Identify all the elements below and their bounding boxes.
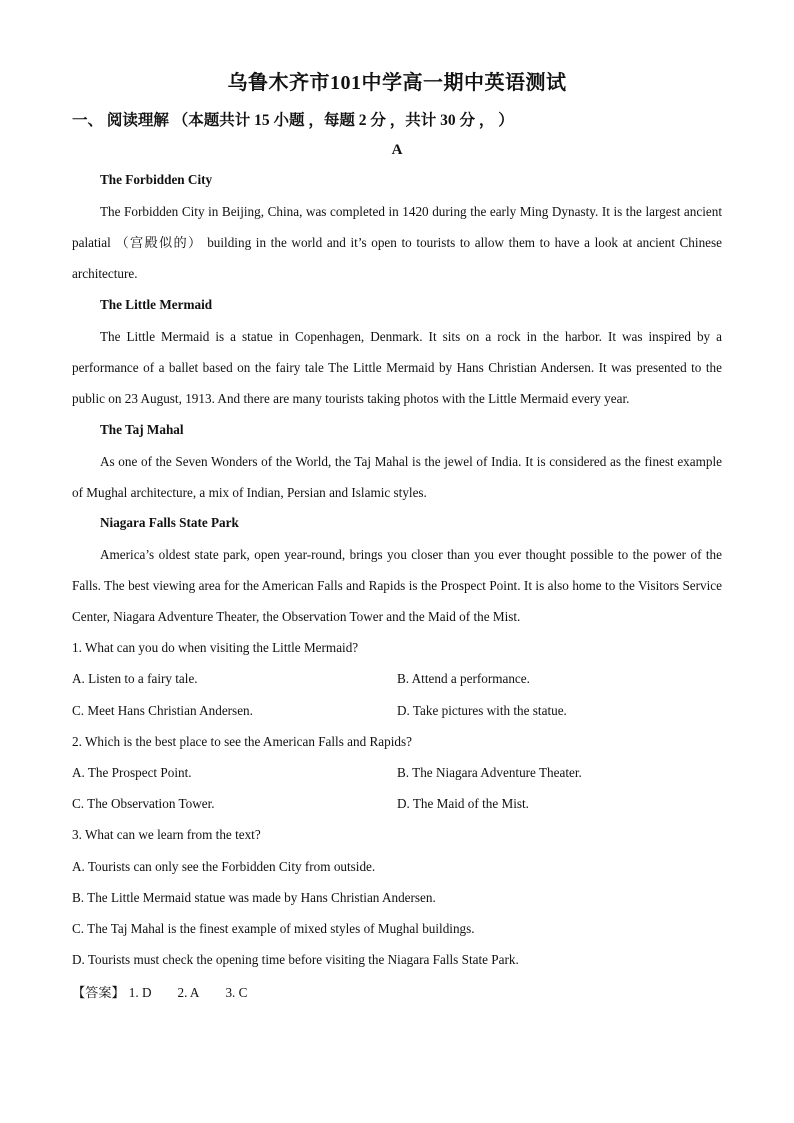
answer-item: 1. D <box>128 985 152 1000</box>
question-3-option-b: B. The Little Mermaid statue was made by Hans Christian Andersen. <box>72 890 436 905</box>
answer-label: 【答案】 <box>72 985 125 1000</box>
document-title: 乌鲁木齐市101中学高一期中英语测试 <box>227 72 567 94</box>
question-1-option-a: A. Listen to a fairy tale. <box>72 671 198 686</box>
answer-line <box>72 982 273 1001</box>
question-2-option-a: A. The Prospect Point. <box>72 765 192 780</box>
passage-text-forbidden-city: The Forbidden City in Beijing, China, was completed in 1420 during the early Ming Dynasty. It is the largest ancient palatial （宫殿似的） building in the world and it’s open to tourists to allow them to have a look at ancient Chinese architecture. <box>72 204 722 282</box>
question-3-option-c: C. The Taj Mahal is the finest example of mixed styles of Mughal buildings. <box>72 921 475 936</box>
passage-text-little-mermaid: The Little Mermaid is a statue in Copenhagen, Denmark. It sits on a rock in the harbor. It was inspired by a performance of a ballet based on the fairy tale The Little Mermaid by Hans Christian Andersen. It was presented to the public on 23 August, 1913. And there are many tourists taking photos with the Little Mermaid every year. <box>72 329 722 407</box>
part-label: A <box>391 142 403 158</box>
passage-title-forbidden-city: The Forbidden City <box>100 172 213 187</box>
answer-item: 3. C <box>225 985 248 1000</box>
question-3-option-a: A. Tourists can only see the Forbidden City from outside. <box>72 859 376 874</box>
passage-title-little-mermaid: The Little Mermaid <box>100 297 213 312</box>
passage-text-niagara: America’s oldest state park, open year-round, brings you closer than you ever thought possible to the power of the Falls. The best viewing area for the American Falls and Rapids is the Prospect Point. It is also home to the Visitors Service Center, Niagara Adventure Theater, the Observation Tower and the Maid of the Mist. <box>72 547 722 625</box>
question-2-option-d: D. The Maid of the Mist. <box>397 796 529 811</box>
question-stem-3: 3. What can we learn from the text? <box>72 827 261 842</box>
question-2-option-b: B. The Niagara Adventure Theater. <box>397 765 582 780</box>
question-2-option-c: C. The Observation Tower. <box>72 796 215 811</box>
question-stem-2: 2. Which is the best place to see the American Falls and Rapids? <box>72 734 412 749</box>
section-heading: 一、 阅读理解 （本题共计 15 小题 ，每题 2 分 ，共计 30 分 ， ） <box>72 112 514 129</box>
question-1-option-d: D. Take pictures with the statue. <box>397 703 567 718</box>
answer-item: 2. A <box>177 985 200 1000</box>
question-3-option-d: D. Tourists must check the opening time before visiting the Niagara Falls State Park. <box>72 952 519 967</box>
passage-title-taj-mahal: The Taj Mahal <box>100 422 184 437</box>
question-1-option-c: C. Meet Hans Christian Andersen. <box>72 703 253 718</box>
question-1-option-b: B. Attend a performance. <box>397 671 530 686</box>
question-stem-1: 1. What can you do when visiting the Little Mermaid? <box>72 640 359 655</box>
passage-text-taj-mahal: As one of the Seven Wonders of the World, the Taj Mahal is the jewel of India. It is considered as the finest example of Mughal architecture, a mix of Indian, Persian and Islamic styles. <box>72 454 722 501</box>
passage-title-niagara: Niagara Falls State Park <box>100 515 239 530</box>
